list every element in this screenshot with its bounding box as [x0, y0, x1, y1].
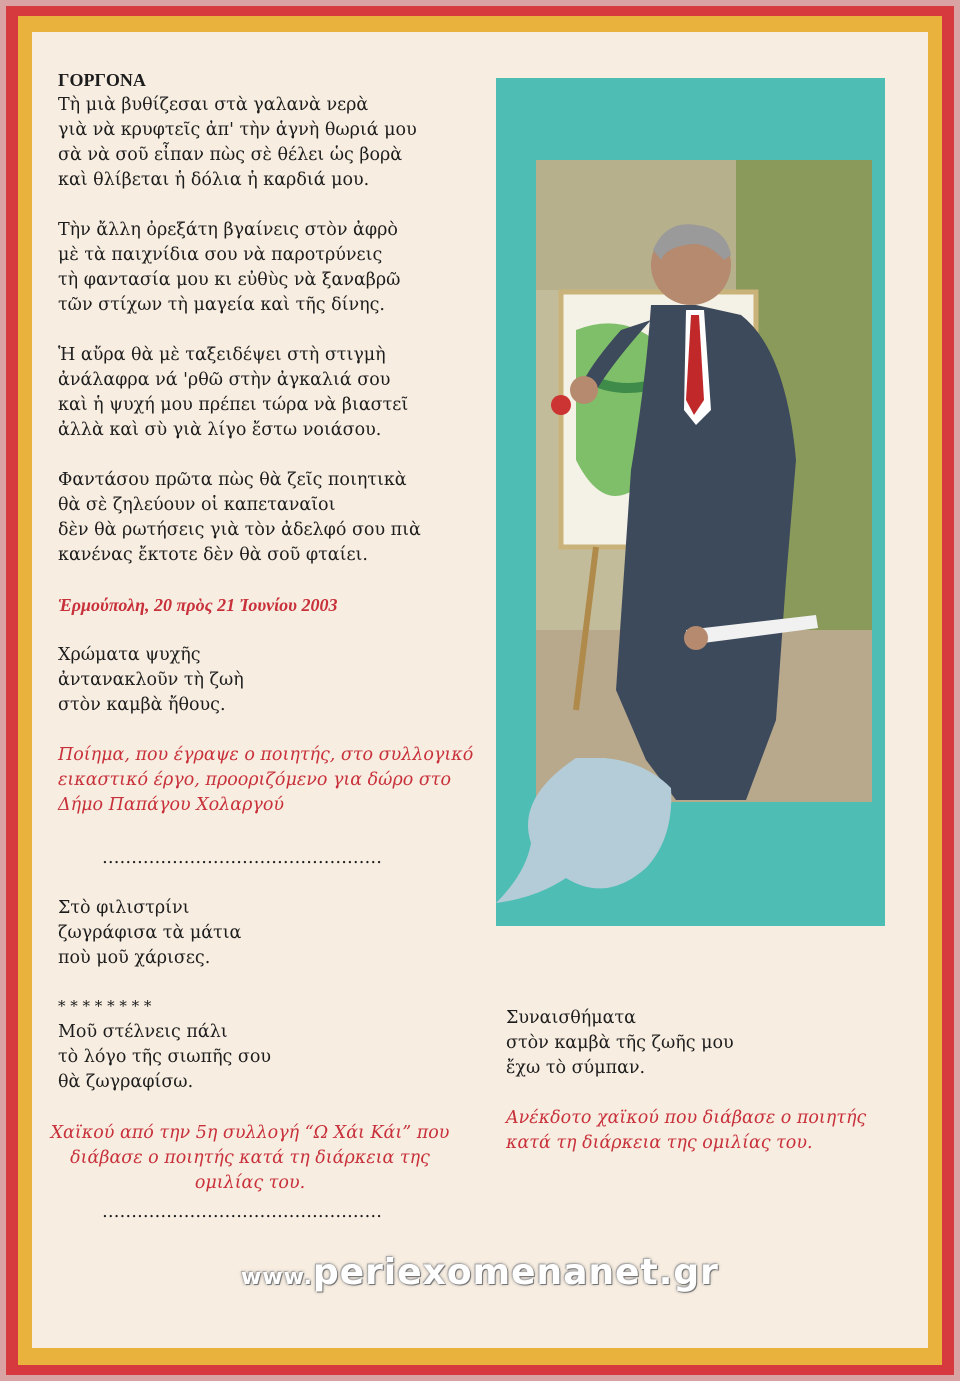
speech-bubble-shape: [496, 758, 676, 908]
poem-line: Ἡ αὔρα θὰ μὲ ταξειδέψει στὴ στιγμὴ: [58, 345, 386, 365]
poem-line: ἀνάλαφρα νά 'ρθῶ στὴν ἀγκαλιά σου: [58, 370, 391, 390]
haiku-line: θὰ ζωγραφίσω.: [58, 1072, 194, 1092]
note-line: Ποίημα, που έγραψε ο ποιητής, στο συλλογικό: [58, 745, 474, 765]
poem-line: Τὴ μιὰ βυθίζεσαι στὰ γαλανὰ νερὰ: [58, 95, 369, 115]
poem-line: μὲ τὰ παιχνίδια σου νὰ παροτρύνεις: [58, 245, 383, 265]
haiku-line: Μοῦ στέλνεις πάλι: [58, 1022, 228, 1042]
haiku-line: ζωγράφισα τὰ μάτια: [58, 923, 242, 943]
poem-line: δὲν θὰ ρωτήσεις γιὰ τὸν ἀδελφό σου πιὰ: [58, 520, 421, 540]
poem-line: καὶ ἡ ψυχή μου πρέπει τώρα νὰ βιαστεῖ: [58, 395, 409, 415]
poem-line: γιὰ νὰ κρυφτεῖς ἀπ' τὴν ἁγνὴ θωριά μου: [58, 120, 417, 140]
poem-line: σὰ νὰ σοῦ εἶπαν πὼς σὲ θέλει ὡς βορὰ: [58, 145, 403, 165]
stars-separator: * * * * * * * *: [58, 997, 152, 1015]
poem-line: Φαντάσου πρῶτα πὼς θὰ ζεῖς ποιητικὰ: [58, 470, 407, 490]
haiku-line: στὸν καμβὰ ἤθους.: [58, 695, 226, 715]
note-block-2: [40, 1121, 460, 1196]
footer-domain: periexomenanet.gr: [312, 1252, 719, 1293]
note-line: Χαϊκού από την 5η συλλογή “Ω Χάι Κάι” που: [50, 1123, 450, 1143]
poem-block: [58, 68, 488, 818]
haiku-line: στὸν καμβὰ τῆς ζωῆς μου: [506, 1033, 734, 1053]
separator-dots: …………………………………………: [102, 1202, 382, 1222]
poem-line: τὴ φαντασία μου κι εὐθὺς νὰ ξαναβρῶ: [58, 270, 401, 290]
poem-line: θὰ σὲ ζηλεύουν οἱ καπεταναῖοι: [58, 495, 336, 515]
poem-line: Τὴν ἄλλη ὀρεξάτη βγαίνεις στὸν ἀφρὸ: [58, 220, 398, 240]
footer-www: www.: [241, 1265, 313, 1290]
note-line: Ανέκδοτο χαϊκού που διάβασε ο ποιητής: [506, 1108, 867, 1128]
poem-title: ΓΟΡΓΟΝΑ: [58, 70, 146, 90]
haiku-line: τὸ λόγο τῆς σιωπῆς σου: [58, 1047, 272, 1067]
note-line: Δήμο Παπάγου Χολαργού: [58, 795, 285, 815]
haiku-line: Συναισθήματα: [506, 1008, 636, 1028]
haiku-line: Στὸ φιλιστρίνι: [58, 898, 190, 918]
haiku-block-2: [58, 896, 241, 971]
poem-line: κανένας ἔκτοτε δὲν θὰ σοῦ φταίει.: [58, 545, 368, 565]
poem-line: καὶ θλίβεται ἡ δόλια ἡ καρδιά μου.: [58, 170, 370, 190]
website-footer[interactable]: [0, 1252, 960, 1293]
note-line: κατά τη διάρκεια της ομιλίας του.: [506, 1133, 813, 1153]
poem-line: ἀλλὰ καὶ σὺ γιὰ λίγο ἔστω νοιάσου.: [58, 420, 382, 440]
note-line: εικαστικό έργο, προοριζόμενο για δώρο στο: [58, 770, 451, 790]
note-line: διάβασε ο ποιητής κατά τη διάρκεια της: [70, 1148, 430, 1168]
separator-dots: …………………………………………: [102, 848, 382, 868]
haiku-line: ποὺ μοῦ χάρισες.: [58, 948, 211, 968]
haiku-block-3: [58, 1020, 271, 1095]
place-date: Ἑρμούπολη, 20 πρὸς 21 Ἰουνίου 2003: [58, 595, 338, 615]
haiku-line: ἔχω τὸ σύμπαν.: [506, 1058, 646, 1078]
poem-line: τῶν στίχων τὴ μαγεία καὶ τῆς δίνης.: [58, 295, 385, 315]
haiku-block-4: [506, 1006, 866, 1156]
poet-photo: [536, 160, 872, 802]
note-line: ομιλίας του.: [194, 1173, 306, 1193]
haiku-line: ἀντανακλοῦν τὴ ζωὴ: [58, 670, 244, 690]
haiku-line: Χρώματα ψυχῆς: [58, 645, 201, 665]
